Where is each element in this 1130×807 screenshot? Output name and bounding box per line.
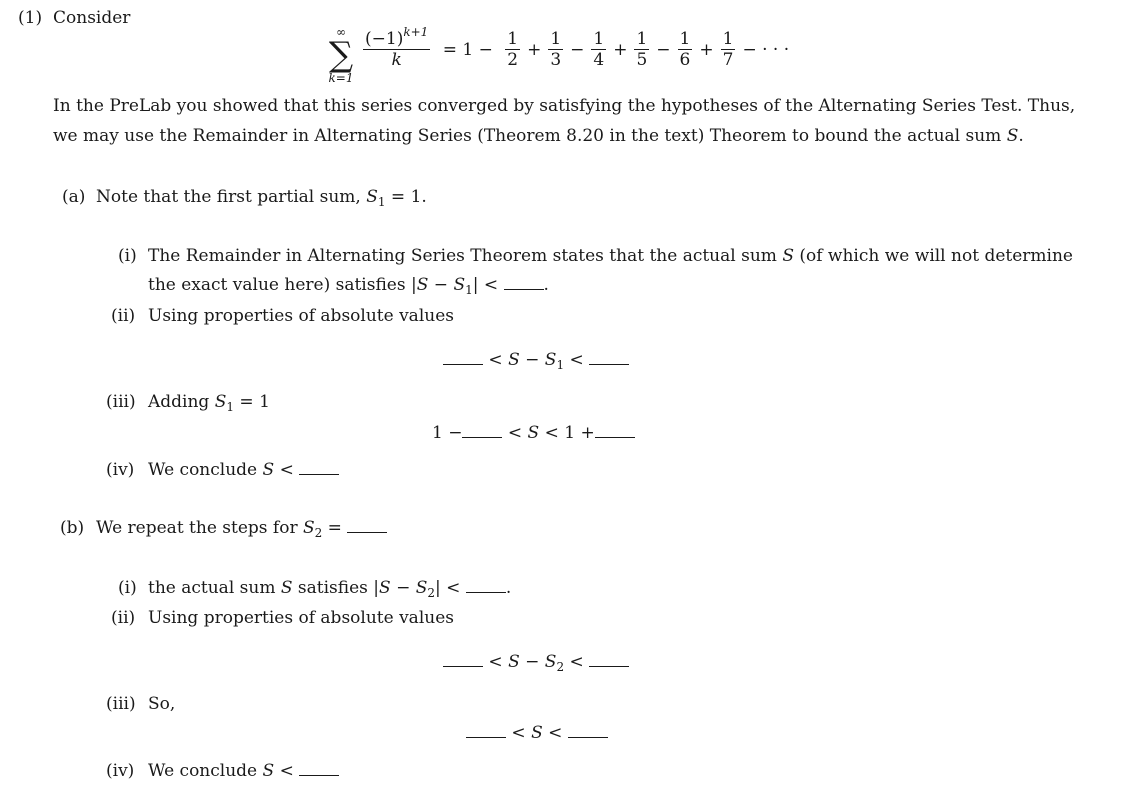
b-i-answer-blank[interactable]: [466, 578, 506, 593]
a-iii-label: (iii): [106, 392, 136, 412]
series-term-numerator: 1: [550, 29, 562, 49]
b-iii-lower-blank[interactable]: [466, 723, 506, 738]
a-i-line2-s: S: [453, 275, 466, 295]
a-i-line1-a: The Remainder in Alternating Series Theorem states that the actual sum: [148, 246, 783, 266]
series-eq-lead: = 1 −: [442, 39, 493, 60]
series-term: [634, 30, 649, 70]
b-i-minus: −: [390, 578, 416, 598]
a-ii-upper-blank[interactable]: [589, 350, 629, 365]
series-term-numerator: 1: [636, 29, 648, 49]
a-ii-ineq-a: <: [483, 350, 509, 370]
a-iii-text-a: Adding: [148, 392, 215, 412]
series-term-denominator: 6: [679, 49, 691, 70]
b-iii-label: (iii): [106, 694, 136, 714]
a-i-line-1: [148, 246, 1073, 266]
series-operator: +: [613, 39, 628, 60]
b-ii-ineq-sub: 2: [556, 660, 565, 674]
a-i-line2-var: S: [416, 275, 429, 295]
a-ii-ineq-c: <: [564, 350, 590, 370]
intro-line-2-text: we may use the Remainder in Alternating Series (Theorem 8.20 in the text) Theorem to bound the actual sum: [53, 126, 1007, 146]
a-i-line2-sub: 1: [465, 283, 473, 297]
b-iv-lt: <: [274, 761, 294, 781]
term-numerator: (−1): [365, 29, 404, 49]
b-iv-text: [148, 761, 339, 781]
b-iii-ineq-var: S: [531, 723, 543, 743]
a-iii-ineq-a: 1 −: [432, 423, 463, 443]
a-i-line2-b: −: [428, 275, 454, 295]
a-iii-text: [148, 392, 270, 412]
part-b-s2-blank[interactable]: [347, 518, 387, 533]
series-general-term: [363, 25, 430, 70]
problem-consider: Consider: [53, 8, 131, 28]
b-ii-ineq-b: −: [519, 652, 545, 672]
part-b-s-var: S: [302, 518, 315, 538]
b-iii-inequality: [466, 723, 608, 743]
a-i-line2-c: | <: [472, 275, 499, 295]
b-ii-ineq-s: S: [544, 652, 557, 672]
intro-line-2: [53, 121, 1024, 151]
b-i-text: [148, 578, 511, 598]
a-ii-ineq-s: S: [544, 350, 557, 370]
intro-line-1: In the PreLab you showed that this series converged by satisfying the hypotheses of the Alternating Series Test. Thus,: [53, 96, 1076, 116]
b-ii-label: (ii): [111, 608, 136, 628]
a-iii-s-var: S: [214, 392, 227, 412]
part-a-text: [96, 187, 427, 207]
series-operator: +: [527, 39, 542, 60]
b-iii-text: So,: [148, 694, 176, 714]
a-ii-lower-blank[interactable]: [443, 350, 483, 365]
series-term-denominator: 5: [636, 49, 648, 70]
a-iii-ineq-b: <: [502, 423, 528, 443]
a-iv-var: S: [262, 460, 275, 480]
series-operator: − · · ·: [742, 39, 790, 60]
a-i-line-2: [148, 275, 549, 295]
series-term: [548, 30, 563, 70]
b-i-sub: 2: [427, 586, 436, 600]
intro-line-2-end: .: [1018, 126, 1024, 146]
b-iv-answer-blank[interactable]: [299, 761, 339, 776]
a-iii-inequality: [432, 423, 635, 443]
part-b-s-sub: 2: [314, 526, 323, 540]
a-ii-inequality: [443, 350, 629, 370]
series-term-numerator: 1: [593, 29, 605, 49]
a-i-line1-b: (of which we will not determine: [793, 246, 1073, 266]
b-iv-label: (iv): [106, 761, 135, 781]
series-operator: −: [570, 39, 585, 60]
b-i-var: S: [280, 578, 293, 598]
series-term: [721, 30, 736, 70]
b-ii-inequality: [443, 652, 629, 672]
part-a-label: (a): [62, 187, 86, 207]
series-term-numerator: 1: [679, 29, 691, 49]
b-ii-lower-blank[interactable]: [443, 652, 483, 667]
part-a-s-sub: 1: [377, 195, 386, 209]
sigma-glyph: ∑: [328, 35, 354, 75]
b-i-label: (i): [118, 578, 137, 598]
problem-number: (1): [18, 8, 43, 28]
b-iii-upper-blank[interactable]: [568, 723, 608, 738]
series-expression: [360, 25, 793, 70]
series-terms: [502, 29, 793, 70]
series-operator: −: [656, 39, 671, 60]
b-i-text-b: satisfies |: [292, 578, 380, 598]
a-iv-answer-blank[interactable]: [299, 460, 339, 475]
sum-upper-limit: ∞: [336, 25, 346, 39]
series-term-denominator: 2: [507, 49, 519, 70]
series-term-denominator: 3: [550, 49, 562, 70]
series-term: [505, 30, 520, 70]
b-iii-ineq-a: <: [506, 723, 532, 743]
a-iv-text-a: We conclude: [148, 460, 263, 480]
b-ii-ineq-a: <: [483, 652, 509, 672]
b-ii-ineq-var: S: [508, 652, 520, 672]
a-i-line1-var: S: [782, 246, 794, 266]
part-a-text-a: Note that the first partial sum,: [96, 187, 367, 207]
a-iii-lower-blank[interactable]: [462, 423, 502, 438]
part-b-eq: =: [322, 518, 342, 538]
a-iii-ineq-var: S: [527, 423, 540, 443]
b-ii-upper-blank[interactable]: [589, 652, 629, 667]
part-a-s-var: S: [366, 187, 378, 207]
a-iv-text: [148, 460, 339, 480]
a-ii-ineq-var: S: [508, 350, 520, 370]
a-i-answer-blank[interactable]: [504, 275, 544, 290]
a-iv-lt: <: [274, 460, 294, 480]
part-a-text-b: = 1.: [385, 187, 427, 207]
series-term: [678, 30, 693, 70]
a-iii-ineq-c: < 1 +: [539, 423, 595, 443]
a-iii-upper-blank[interactable]: [595, 423, 635, 438]
term-exponent: k+1: [403, 25, 429, 39]
b-i-end: .: [505, 578, 512, 598]
b-iv-var: S: [262, 761, 275, 781]
a-iii-s-sub: 1: [226, 400, 235, 414]
part-b-label: (b): [60, 518, 85, 538]
b-i-text-a: the actual sum: [148, 578, 281, 598]
sum-lower-limit: k=1: [328, 71, 354, 85]
a-ii-label: (ii): [111, 306, 136, 326]
series-term-numerator: 1: [722, 29, 734, 49]
series-term: [591, 30, 606, 70]
b-iv-text-a: We conclude: [148, 761, 263, 781]
series-term-numerator: 1: [507, 29, 519, 49]
b-ii-ineq-c: <: [564, 652, 590, 672]
term-denominator: k: [363, 49, 430, 70]
a-iv-label: (iv): [106, 460, 135, 480]
a-ii-ineq-sub: 1: [556, 358, 565, 372]
part-b-text: [96, 518, 387, 538]
a-ii-text: Using properties of absolute values: [148, 306, 454, 326]
a-ii-ineq-b: −: [519, 350, 545, 370]
a-iii-text-b: = 1: [234, 392, 270, 412]
series-term-denominator: 7: [722, 49, 734, 70]
intro-sum-var: S: [1006, 126, 1019, 146]
b-i-text-c: | <: [435, 578, 461, 598]
a-i-line2-a: the exact value here) satisfies |: [148, 275, 417, 295]
a-i-label: (i): [118, 246, 137, 266]
series-operator: +: [699, 39, 714, 60]
b-i-var2: S: [379, 578, 391, 598]
a-i-line2-end: .: [543, 275, 549, 295]
b-iii-ineq-b: <: [542, 723, 568, 743]
series-term-denominator: 4: [593, 49, 605, 70]
summation-symbol: [326, 26, 356, 84]
part-b-text-a: We repeat the steps for: [96, 518, 303, 538]
b-i-s: S: [415, 578, 428, 598]
b-ii-text: Using properties of absolute values: [148, 608, 454, 628]
